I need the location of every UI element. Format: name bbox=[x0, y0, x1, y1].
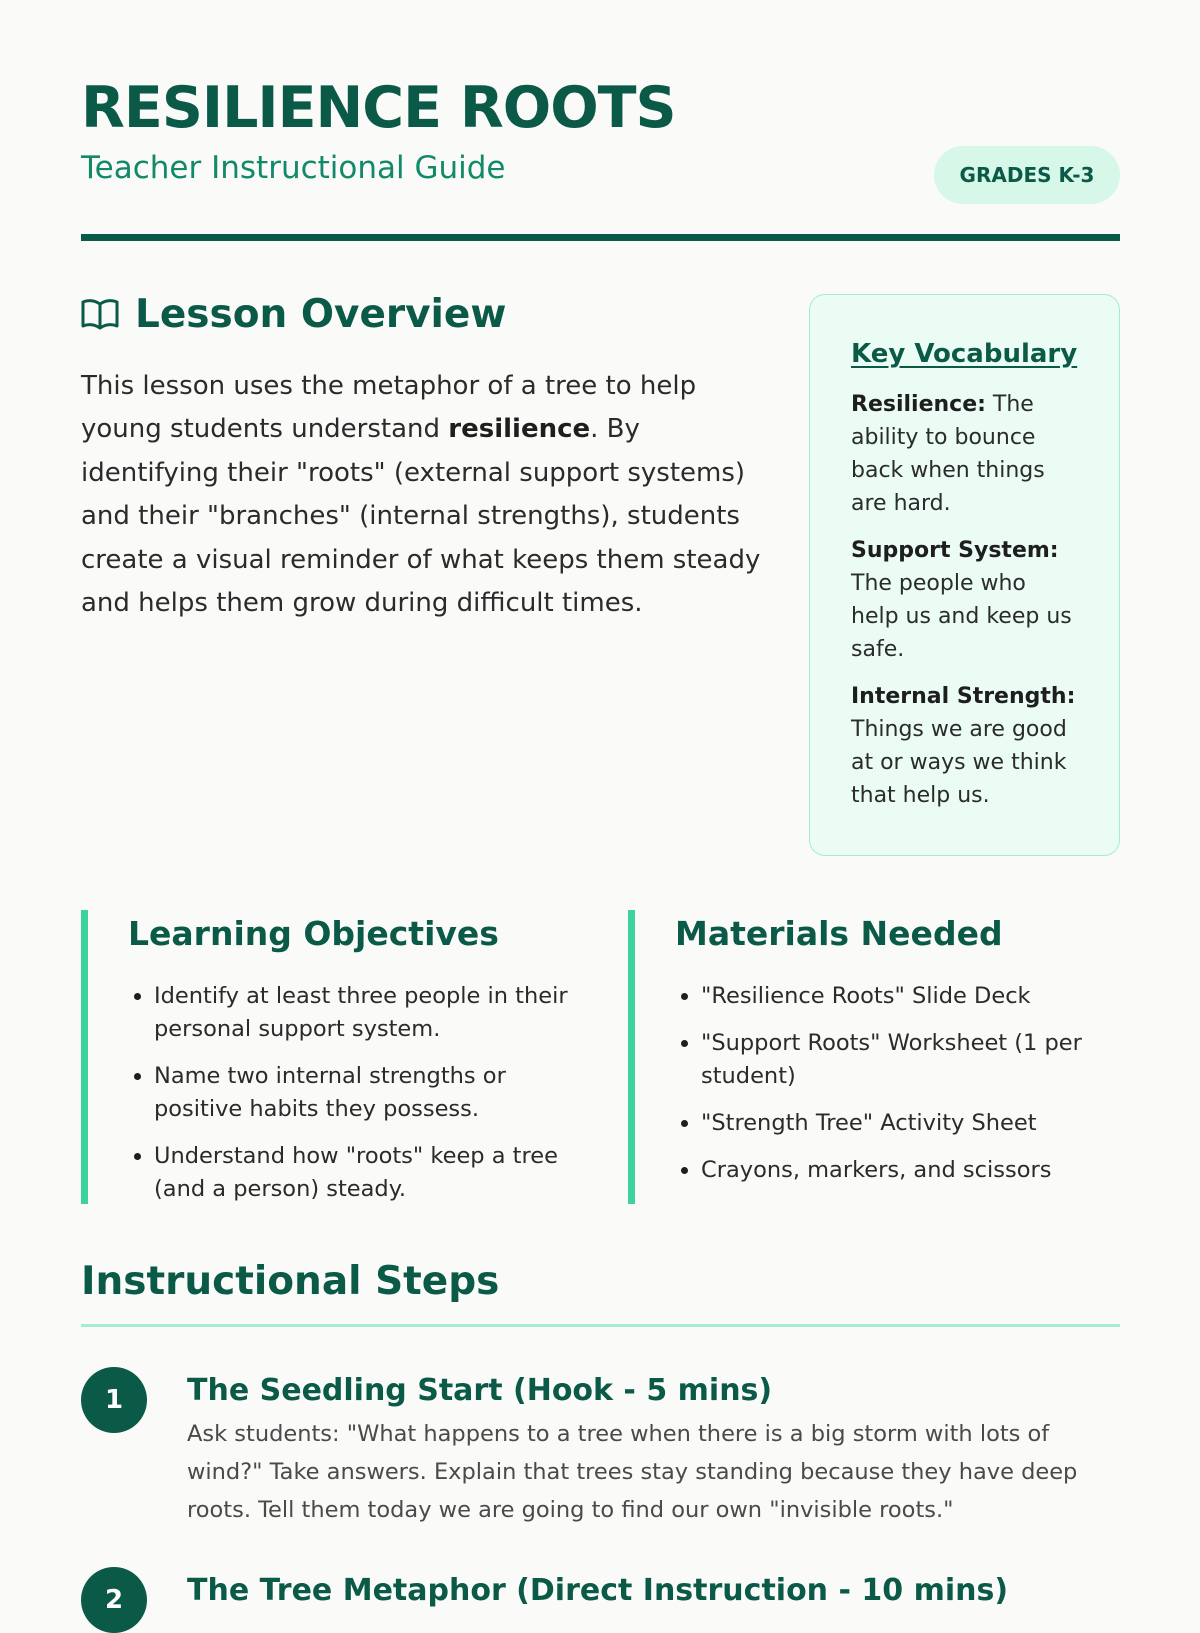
step-body bbox=[187, 1367, 1120, 1529]
list-item: • Crayons, markers, and scissors bbox=[701, 1154, 1120, 1187]
book-icon bbox=[81, 298, 119, 332]
header bbox=[81, 0, 1120, 241]
vocabulary-term: Internal Strength: bbox=[851, 684, 1076, 709]
overview-text-end: . By identifying their "roots" (external support systems) and their "branches" (internal strengths), students create a visual reminder of what keeps them steady and helps them grow during difficult times. bbox=[81, 414, 761, 619]
vocabulary-entry bbox=[851, 388, 1079, 520]
materials-list bbox=[675, 980, 1120, 1187]
step-number-badge: 1 bbox=[81, 1367, 147, 1433]
lesson-overview bbox=[81, 294, 761, 626]
list-item: • "Support Roots" Worksheet (1 per student) bbox=[701, 1027, 1120, 1093]
overview-text-bold: resilience bbox=[448, 414, 591, 445]
steps-divider bbox=[81, 1324, 1120, 1327]
overview-heading bbox=[81, 294, 761, 337]
step-title: The Seedling Start (Hook - 5 mins) bbox=[187, 1373, 773, 1408]
guide-page bbox=[81, 0, 1120, 1615]
vocabulary-definition: The ability to bounce back when things are hard. bbox=[851, 392, 1045, 516]
step-description: Ask students: "What happens to a tree when there is a big storm with lots of wind?" Take answers. Explain that trees stay standing because they have deep roots. Tell them today we are going to find our own "invisible roots." bbox=[187, 1421, 1078, 1523]
list-item: • "Resilience Roots" Slide Deck bbox=[701, 980, 1120, 1013]
step-number-badge: 2 bbox=[81, 1567, 147, 1633]
step-title: The Tree Metaphor (Direct Instruction - 10 mins) bbox=[187, 1573, 1009, 1608]
list-item: • "Strength Tree" Activity Sheet bbox=[701, 1107, 1120, 1140]
materials-heading: Materials Needed bbox=[675, 914, 1003, 953]
materials-needed bbox=[628, 910, 1120, 1204]
vocabulary-title: Key Vocabulary bbox=[851, 339, 1078, 369]
vocabulary-entry bbox=[851, 680, 1079, 812]
vocabulary-term: Resilience: bbox=[851, 392, 986, 417]
overview-heading-text: Lesson Overview bbox=[135, 292, 507, 337]
overview-text-start: This lesson uses the metaphor of a tree to help young students understand bbox=[81, 370, 697, 445]
vocabulary-term: Support System: bbox=[851, 538, 1059, 563]
list-item: • Name two internal strengths or positive habits they possess. bbox=[154, 1060, 601, 1126]
page-subtitle: Teacher Instructional Guide bbox=[81, 150, 506, 186]
objectives-heading: Learning Objectives bbox=[128, 914, 499, 953]
step-body bbox=[187, 1567, 1120, 1615]
vocabulary-entry bbox=[851, 534, 1079, 666]
learning-objectives bbox=[81, 910, 601, 1204]
key-vocabulary-box bbox=[809, 294, 1120, 856]
grade-badge: GRADES K-3 bbox=[934, 146, 1120, 204]
header-divider bbox=[81, 234, 1120, 241]
overview-paragraph bbox=[81, 365, 761, 626]
list-item: • Identify at least three people in their personal support system. bbox=[154, 980, 601, 1046]
objectives-list bbox=[128, 980, 601, 1206]
steps-heading: Instructional Steps bbox=[81, 1259, 500, 1304]
list-item: • Understand how "roots" keep a tree (and a person) steady. bbox=[154, 1140, 601, 1206]
page-title: RESILIENCE ROOTS bbox=[81, 75, 676, 141]
vocabulary-definition: The people who help us and keep us safe. bbox=[851, 571, 1072, 662]
vocabulary-definition: Things we are good at or ways we think that help us. bbox=[851, 717, 1067, 808]
